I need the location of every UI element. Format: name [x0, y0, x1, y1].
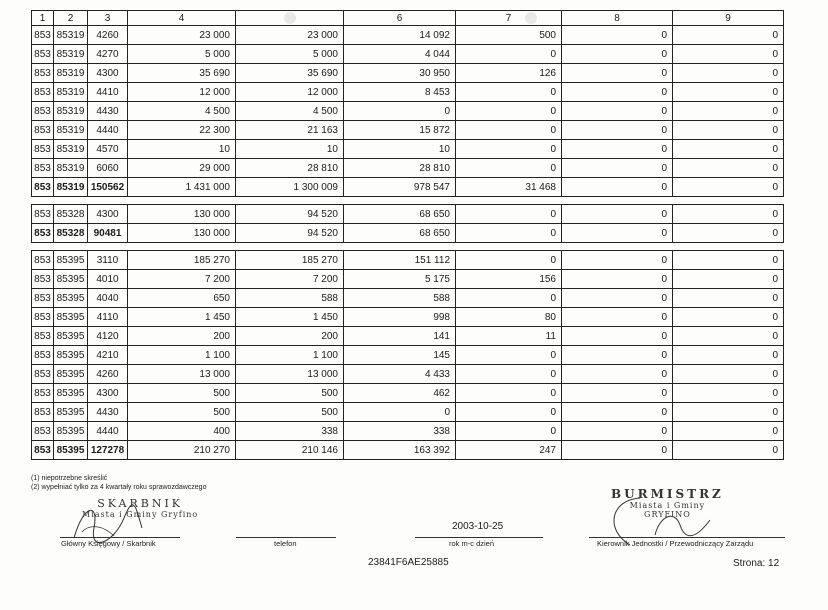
treasurer-label: Główny Księgowy / Skarbnik: [61, 539, 156, 548]
table-cell: 0: [562, 289, 673, 308]
table-cell: 0: [562, 64, 673, 83]
table-row: [32, 45, 784, 64]
table-cell: 1 431 000: [128, 178, 236, 197]
header-row: [32, 11, 784, 26]
phone-line: [236, 537, 336, 538]
table-row: [32, 83, 784, 102]
table-cell: 4300: [88, 64, 128, 83]
table-cell: 8 453: [344, 83, 456, 102]
table-cell: 23 000: [128, 26, 236, 45]
table-cell: 500: [236, 403, 344, 422]
table-cell: 185 270: [236, 251, 344, 270]
table-cell: 3110: [88, 251, 128, 270]
table-cell: 85319: [54, 45, 88, 64]
table-cell: 0: [456, 159, 562, 178]
table-cell: 1 450: [128, 308, 236, 327]
table-cell: 338: [344, 422, 456, 441]
table-cell: 31 468: [456, 178, 562, 197]
table-row: [32, 365, 784, 384]
table-cell: 853: [32, 83, 54, 102]
subtotal-row: [32, 178, 784, 197]
table-cell: 35 690: [236, 64, 344, 83]
table-cell: 0: [456, 289, 562, 308]
table-cell: 0: [562, 45, 673, 64]
table-cell: 21 163: [236, 121, 344, 140]
separator-cell: [32, 243, 784, 251]
table-cell: 126: [456, 64, 562, 83]
table-cell: 4430: [88, 102, 128, 121]
phone-label: telefon: [274, 539, 297, 548]
table-row: [32, 64, 784, 83]
table-cell: 85395: [54, 270, 88, 289]
table-cell: 4300: [88, 205, 128, 224]
table-cell: 0: [673, 346, 784, 365]
table-cell: 853: [32, 26, 54, 45]
table-cell: 4570: [88, 140, 128, 159]
table-cell: 85395: [54, 289, 88, 308]
table-cell: 0: [673, 159, 784, 178]
table-cell: 853: [32, 289, 54, 308]
table-cell: 400: [128, 422, 236, 441]
table-cell: 0: [673, 102, 784, 121]
table-cell: 0: [562, 159, 673, 178]
table-cell: 853: [32, 441, 54, 460]
mayor-stamp-line3: GRYFINO: [644, 510, 691, 519]
table-cell: 13 000: [236, 365, 344, 384]
table-cell: 0: [562, 178, 673, 197]
table-cell: 185 270: [128, 251, 236, 270]
table-cell: 247: [456, 441, 562, 460]
table-cell: 5 175: [344, 270, 456, 289]
table-cell: 5 000: [128, 45, 236, 64]
table-cell: 7 200: [236, 270, 344, 289]
table-row: [32, 327, 784, 346]
table-cell: 11: [456, 327, 562, 346]
group-separator: [32, 197, 784, 205]
table-cell: 23 000: [236, 26, 344, 45]
table-cell: 1 100: [128, 346, 236, 365]
table-cell: 0: [673, 365, 784, 384]
table-cell: 0: [673, 83, 784, 102]
table-cell: 853: [32, 270, 54, 289]
table-cell: 853: [32, 346, 54, 365]
table-cell: 85395: [54, 251, 88, 270]
table-cell: 4110: [88, 308, 128, 327]
table-cell: 15 872: [344, 121, 456, 140]
table-cell: 13 000: [128, 365, 236, 384]
table-cell: 85319: [54, 26, 88, 45]
treasurer-stamp-title: SKARBNIK: [97, 497, 184, 510]
table-cell: 85319: [54, 159, 88, 178]
table-cell: 90481: [88, 224, 128, 243]
table-cell: 0: [673, 441, 784, 460]
table-cell: 7 200: [128, 270, 236, 289]
table-cell: 30 950: [344, 64, 456, 83]
table-cell: 85319: [54, 64, 88, 83]
table-cell: 853: [32, 178, 54, 197]
table-row: [32, 422, 784, 441]
table-cell: 0: [456, 224, 562, 243]
table-cell: 0: [562, 403, 673, 422]
table-cell: 0: [562, 205, 673, 224]
table-cell: 85395: [54, 403, 88, 422]
table-cell: 4430: [88, 403, 128, 422]
table-cell: 500: [236, 384, 344, 403]
table-cell: 0: [562, 384, 673, 403]
table-cell: 0: [673, 270, 784, 289]
footnote-2: (2) wypełniać tylko za 4 kwartały roku sprawozdawczego: [31, 484, 207, 491]
table-cell: 4260: [88, 365, 128, 384]
report-sheet: [31, 10, 783, 460]
table-cell: 0: [673, 178, 784, 197]
column-header: 7: [456, 11, 562, 26]
table-cell: 0: [456, 205, 562, 224]
table-row: [32, 26, 784, 45]
date-line: [415, 537, 543, 538]
table-row: [32, 121, 784, 140]
table-cell: 853: [32, 384, 54, 403]
table-cell: 0: [344, 403, 456, 422]
table-cell: 4010: [88, 270, 128, 289]
column-header: 1: [32, 11, 54, 26]
table-cell: 4260: [88, 26, 128, 45]
table-row: [32, 403, 784, 422]
table-cell: 94 520: [236, 205, 344, 224]
table-cell: 35 690: [128, 64, 236, 83]
mayor-stamp-title: BURMISTRZ: [611, 487, 724, 501]
table-cell: 0: [456, 365, 562, 384]
table-cell: 4 500: [128, 102, 236, 121]
column-header: 6: [344, 11, 456, 26]
table-cell: 1 450: [236, 308, 344, 327]
table-row: [32, 251, 784, 270]
table-cell: 853: [32, 121, 54, 140]
table-cell: 650: [128, 289, 236, 308]
group-separator: [32, 243, 784, 251]
table-cell: 0: [562, 102, 673, 121]
table-cell: 85319: [54, 178, 88, 197]
table-cell: 0: [673, 384, 784, 403]
table-cell: 0: [562, 270, 673, 289]
table-cell: 210 270: [128, 441, 236, 460]
table-cell: 0: [673, 289, 784, 308]
table-cell: 0: [673, 224, 784, 243]
table-cell: 85328: [54, 224, 88, 243]
table-cell: 0: [562, 83, 673, 102]
table-cell: 94 520: [236, 224, 344, 243]
table-cell: 978 547: [344, 178, 456, 197]
table-cell: 853: [32, 251, 54, 270]
column-header: 3: [88, 11, 128, 26]
table-cell: 85319: [54, 83, 88, 102]
table-cell: 0: [456, 422, 562, 441]
table-cell: 10: [236, 140, 344, 159]
table-cell: 998: [344, 308, 456, 327]
table-cell: 163 392: [344, 441, 456, 460]
table-cell: 141: [344, 327, 456, 346]
table-cell: 0: [673, 403, 784, 422]
table-cell: 12 000: [236, 83, 344, 102]
table-cell: 200: [236, 327, 344, 346]
table-cell: 853: [32, 140, 54, 159]
table-cell: 85395: [54, 327, 88, 346]
table-cell: 4410: [88, 83, 128, 102]
table-cell: 0: [673, 45, 784, 64]
table-cell: 853: [32, 327, 54, 346]
table-cell: 150562: [88, 178, 128, 197]
table-row: [32, 140, 784, 159]
report-date: 2003-10-25: [452, 521, 504, 532]
table-cell: 0: [456, 102, 562, 121]
table-cell: 0: [562, 346, 673, 365]
table-cell: 4 500: [236, 102, 344, 121]
table-cell: 0: [562, 308, 673, 327]
table-row: [32, 346, 784, 365]
table-row: [32, 270, 784, 289]
table-cell: 0: [673, 121, 784, 140]
budget-table: [31, 10, 784, 460]
table-cell: 0: [673, 64, 784, 83]
table-cell: 200: [128, 327, 236, 346]
table-cell: 0: [456, 346, 562, 365]
separator-cell: [32, 197, 784, 205]
table-row: [32, 289, 784, 308]
table-cell: 0: [562, 441, 673, 460]
subtotal-row: [32, 441, 784, 460]
table-row: [32, 205, 784, 224]
table-cell: 4 044: [344, 45, 456, 64]
table-cell: 853: [32, 159, 54, 178]
column-header: 2: [54, 11, 88, 26]
table-cell: 85395: [54, 384, 88, 403]
table-cell: 0: [456, 45, 562, 64]
table-cell: 0: [562, 327, 673, 346]
table-cell: 4120: [88, 327, 128, 346]
punch-hole: [525, 12, 537, 24]
table-cell: 0: [562, 422, 673, 441]
table-cell: 853: [32, 365, 54, 384]
table-cell: 85319: [54, 102, 88, 121]
table-cell: 500: [456, 26, 562, 45]
subtotal-row: [32, 224, 784, 243]
table-cell: 853: [32, 45, 54, 64]
table-cell: 130 000: [128, 224, 236, 243]
table-cell: 28 810: [344, 159, 456, 178]
table-cell: 29 000: [128, 159, 236, 178]
table-cell: 4040: [88, 289, 128, 308]
table-cell: 10: [128, 140, 236, 159]
table-cell: 85328: [54, 205, 88, 224]
table-cell: 4210: [88, 346, 128, 365]
treasurer-stamp-subtitle: Miasta i Gminy Gryfino: [82, 510, 199, 519]
table-row: [32, 308, 784, 327]
table-cell: 338: [236, 422, 344, 441]
table-cell: 0: [673, 205, 784, 224]
table-row: [32, 159, 784, 178]
table-cell: 0: [562, 140, 673, 159]
table-cell: 85395: [54, 441, 88, 460]
table-cell: 0: [673, 422, 784, 441]
table-cell: 853: [32, 308, 54, 327]
table-cell: 10: [344, 140, 456, 159]
table-cell: 210 146: [236, 441, 344, 460]
table-cell: 68 650: [344, 205, 456, 224]
punch-hole: [284, 12, 296, 24]
table-cell: 6060: [88, 159, 128, 178]
table-cell: 22 300: [128, 121, 236, 140]
table-cell: 5 000: [236, 45, 344, 64]
table-cell: 0: [673, 308, 784, 327]
table-cell: 500: [128, 403, 236, 422]
table-cell: 28 810: [236, 159, 344, 178]
table-cell: 462: [344, 384, 456, 403]
table-cell: 500: [128, 384, 236, 403]
footnote-1: (1) niepotrzebne skreślić: [31, 475, 108, 482]
table-row: [32, 384, 784, 403]
table-cell: 588: [344, 289, 456, 308]
table-cell: 0: [562, 121, 673, 140]
table-cell: 0: [673, 140, 784, 159]
table-cell: 14 092: [344, 26, 456, 45]
head-signature-line: [589, 537, 785, 538]
table-cell: 0: [344, 102, 456, 121]
table-cell: 853: [32, 422, 54, 441]
table-cell: 85319: [54, 121, 88, 140]
table-cell: 4440: [88, 121, 128, 140]
table-cell: 4270: [88, 45, 128, 64]
table-cell: 130 000: [128, 205, 236, 224]
table-cell: 80: [456, 308, 562, 327]
table-cell: 127278: [88, 441, 128, 460]
table-cell: 0: [673, 327, 784, 346]
table-cell: 85395: [54, 422, 88, 441]
table-cell: 0: [456, 384, 562, 403]
table-cell: 853: [32, 64, 54, 83]
table-cell: 0: [456, 140, 562, 159]
table-cell: 0: [562, 365, 673, 384]
table-cell: 4440: [88, 422, 128, 441]
table-cell: 4 433: [344, 365, 456, 384]
table-cell: 68 650: [344, 224, 456, 243]
footnotes: [31, 474, 206, 492]
document-code: 23841F6AE25885: [368, 557, 449, 568]
column-header: 4: [128, 11, 236, 26]
page-number: Strona: 12: [733, 558, 780, 569]
table-cell: 0: [456, 403, 562, 422]
head-label: Kierownik Jednostki / Przewodniczący Zarządu: [597, 539, 754, 548]
table-cell: 85395: [54, 365, 88, 384]
table-cell: 0: [456, 121, 562, 140]
table-cell: 853: [32, 403, 54, 422]
table-cell: 1 300 009: [236, 178, 344, 197]
column-header: 9: [673, 11, 784, 26]
table-cell: 588: [236, 289, 344, 308]
table-cell: 0: [456, 83, 562, 102]
date-label: rok m-c dzień: [449, 539, 495, 548]
table-cell: 0: [673, 251, 784, 270]
table-cell: 151 112: [344, 251, 456, 270]
table-cell: 145: [344, 346, 456, 365]
table-cell: 0: [456, 251, 562, 270]
table-cell: 4300: [88, 384, 128, 403]
table-cell: 85395: [54, 308, 88, 327]
table-cell: 12 000: [128, 83, 236, 102]
treasurer-signature-line: [60, 537, 180, 538]
table-cell: 0: [673, 26, 784, 45]
mayor-stamp-line2: Miasta i Gminy: [629, 501, 706, 510]
table-cell: 156: [456, 270, 562, 289]
table-cell: 0: [562, 224, 673, 243]
table-cell: 1 100: [236, 346, 344, 365]
table-cell: 85319: [54, 140, 88, 159]
column-header: 8: [562, 11, 673, 26]
table-row: [32, 102, 784, 121]
table-cell: 853: [32, 102, 54, 121]
table-cell: 853: [32, 224, 54, 243]
table-cell: 85395: [54, 346, 88, 365]
table-cell: 0: [562, 26, 673, 45]
table-cell: 853: [32, 205, 54, 224]
table-cell: 0: [562, 251, 673, 270]
